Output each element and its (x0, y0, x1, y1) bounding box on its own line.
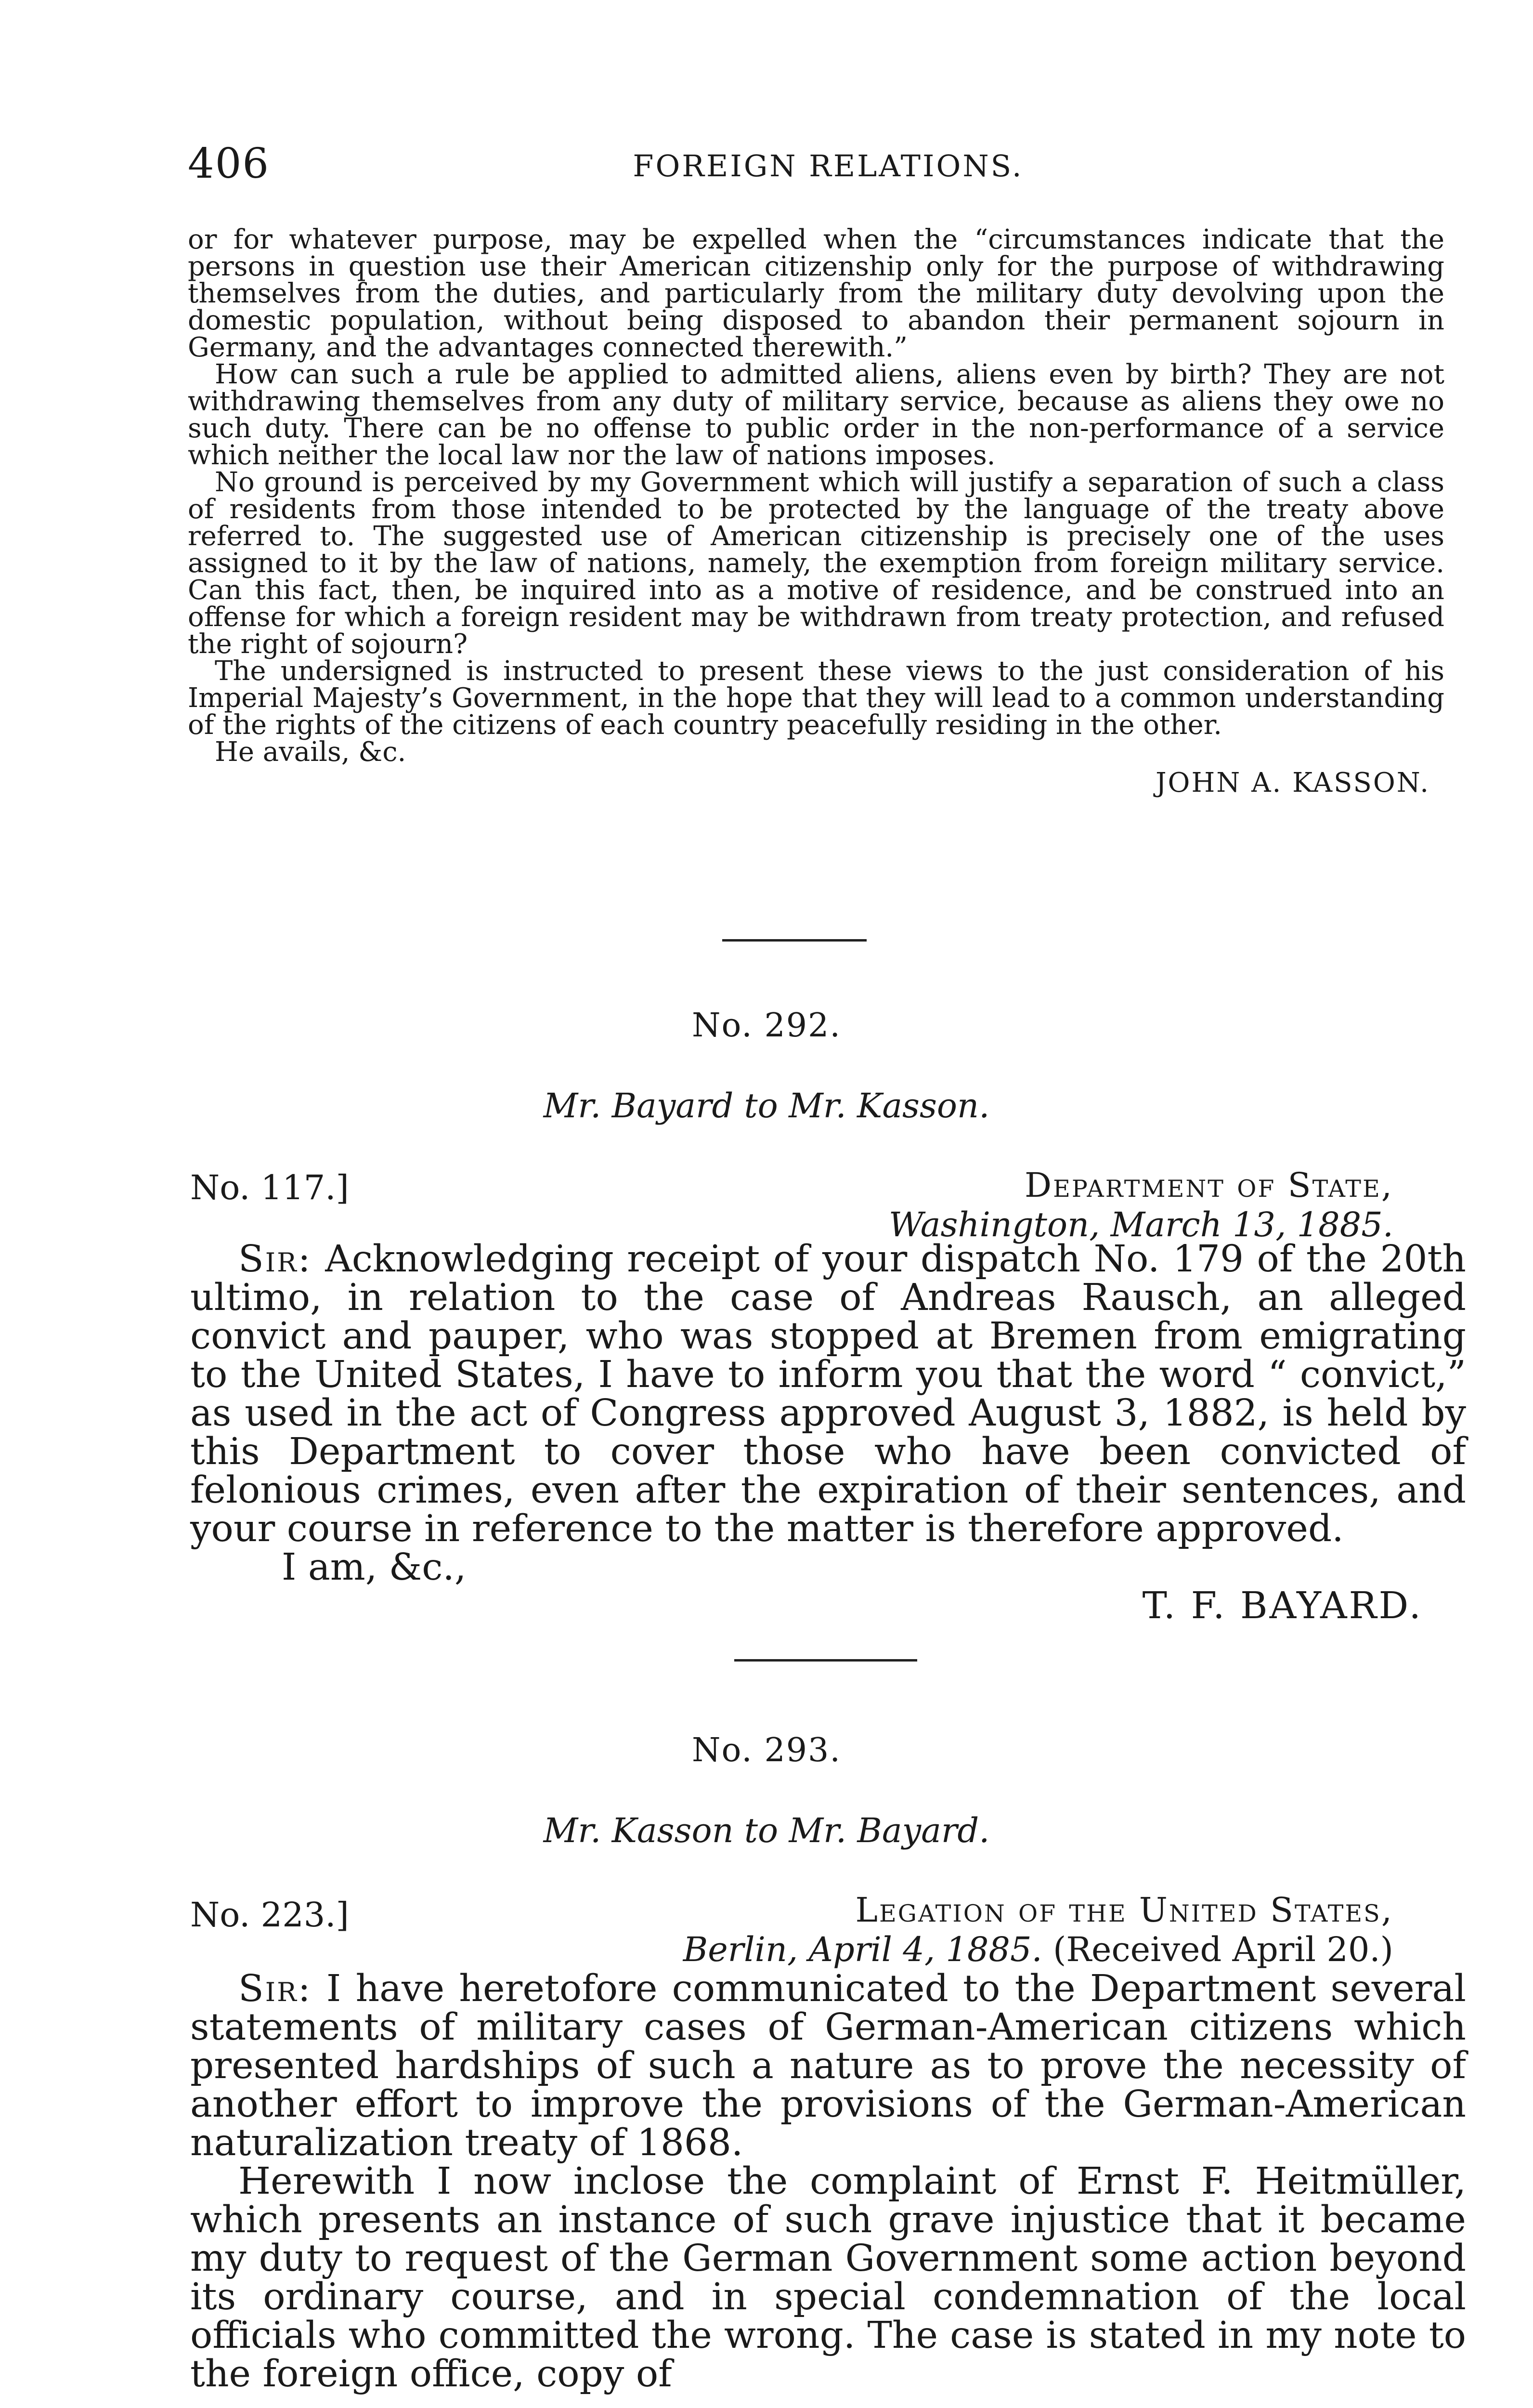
salutation: Sir: (238, 1238, 312, 1281)
dateline-293 (683, 1890, 1393, 1969)
continuation-paragraph: or for whatever purpose, may be expelled when the “circumstances indicate that the persons in question use their American citizenship only for the purpose of withdrawing themselves from the duties, and particularly from the military duty devolving upon the domestic population, without being disposed to abandon their permanent sojourn in Germany, and the advantages connected therewith.” (188, 224, 1444, 363)
document-number-293: No. 293. (692, 1731, 841, 1769)
letter-body-293 (190, 1967, 1466, 2395)
section-divider (734, 1659, 917, 1662)
letter-paragraph (190, 1967, 1466, 2164)
continuation-paragraph: How can such a rule be applied to admitted aliens, aliens even by birth? They are not withdrawing themselves from any duty of military service, because as aliens they owe no such duty. There can be no offense to public order in the non-performance of a service which neither the local law nor the law of nations imposes. (188, 359, 1444, 471)
signature-kasson: JOHN A. KASSON. (1156, 767, 1430, 798)
continuation-paragraph: The undersigned is instructed to present these views to the just consideration of his Imperial Majesty’s Government, in the hope that they will lead to a common understanding of the rights of the citizens of each country peacefully residing in the other. (188, 655, 1444, 741)
office-name: Department of State, (1024, 1165, 1393, 1205)
document-title-293: Mr. Kasson to Mr. Bayard. (543, 1811, 990, 1850)
letter-text: Acknowledging receipt of your dispatch No. 179 of the 20th ultimo, in relation to the case of Andreas Rausch, an alleged convict and pauper, who was stopped at Bremen from emigrating to the United States, I have to inform you that the word “ convict,” as used in the act of Congress approved August 3, 1882, is held by this Department to cover those who have been convicted of felonious crimes, even after the expiration of their sentences, and your course in reference to the matter is therefore approved. (190, 1238, 1466, 1550)
continuation-closing: He avails, &c. (215, 736, 406, 768)
running-title: FOREIGN RELATIONS. (633, 148, 1024, 183)
dispatch-ref-117: No. 117.] (190, 1168, 349, 1207)
letter-paragraph: Herewith I now inclose the complaint of Ernst F. Heitmüller, which presents an instance of such grave injustice that it became my duty to request of the German Government some action beyond its ordinary course, and in special condemnation of the local officials who committed the wrong. The case is stated in my note to the foreign office, copy of (190, 2160, 1466, 2395)
letter-text: I have heretofore communicated to the Department several statements of military cases of German-American citizens which presented hardships of such a nature as to prove the necessity of another effort to improve the provisions of the German-American naturalization treaty of 1868. (190, 1967, 1466, 2164)
dispatch-ref-223: No. 223.] (190, 1895, 349, 1935)
section-divider (722, 939, 867, 942)
dateline-292 (889, 1165, 1393, 1244)
place-date: Berlin, April 4, 1885. (683, 1930, 1042, 1969)
document-number-292: No. 292. (692, 1007, 841, 1045)
place-date: Washington, March 13, 1885. (888, 1205, 1393, 1244)
continuation-text (188, 226, 1444, 797)
signature-bayard: T. F. BAYARD. (1142, 1584, 1423, 1627)
place-date-line (683, 1930, 1393, 1969)
letter-closing: I am, &c., (282, 1546, 467, 1589)
letter-body-292 (190, 1240, 1466, 1625)
continuation-paragraph: No ground is perceived by my Government which will justify a separation of such a class of residents from those intended to be protected by the language of the treaty above referred to. The suggested use of American citizenship is precisely one of the uses assigned to it by the law of nations, namely, the exemption from foreign military service. Can this fact, then, be inquired into as a motive of residence, and be construed into an offense for which a foreign resident may be withdrawn from treaty protection, and refused the right of sojourn? (188, 467, 1444, 660)
letter-paragraph (190, 1240, 1466, 1548)
received-date: (Received April 20.) (1053, 1930, 1393, 1969)
running-head (188, 140, 1468, 193)
page-number: 406 (188, 140, 270, 188)
document-title-292: Mr. Bayard to Mr. Kasson. (543, 1086, 990, 1125)
salutation: Sir: (238, 1967, 312, 2010)
office-name: Legation of the United States, (855, 1890, 1393, 1930)
